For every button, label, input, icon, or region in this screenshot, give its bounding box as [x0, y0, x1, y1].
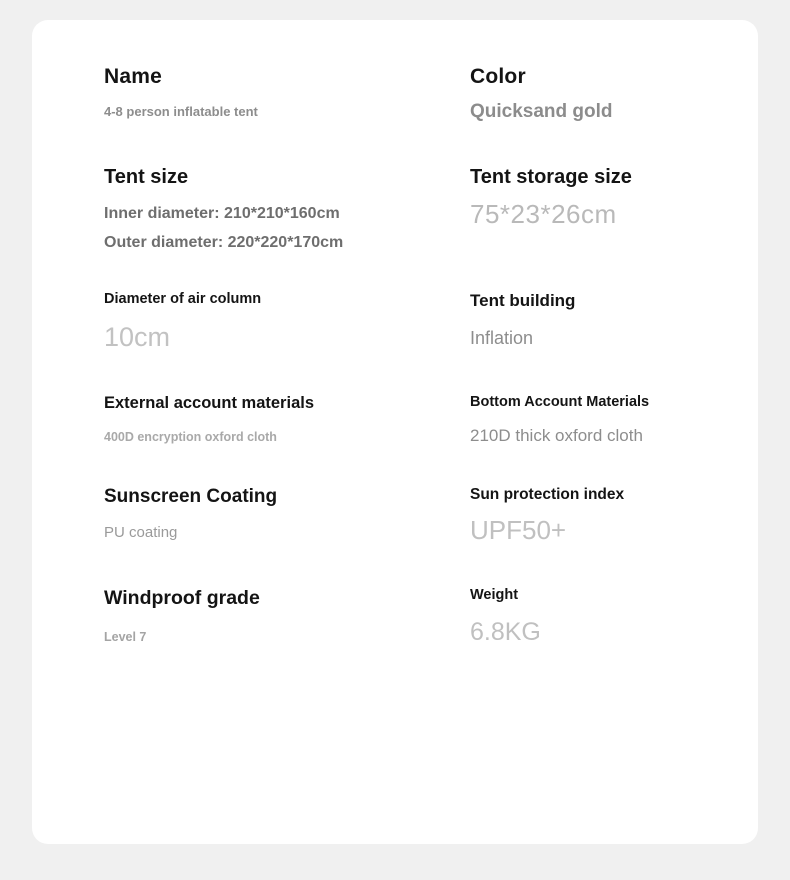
- spec-cell-bottom-materials: [470, 393, 686, 485]
- spec-cell-weight: [470, 586, 686, 659]
- spec-card: [32, 20, 758, 844]
- spec-value-sunscreen-coating: PU coating: [104, 523, 178, 541]
- spec-cell-external-materials: [104, 393, 470, 485]
- spec-cell-sunscreen-coating: [104, 485, 470, 586]
- spec-value-external-materials: 400D encryption oxford cloth: [104, 430, 277, 445]
- spec-label-weight: Weight: [470, 587, 519, 604]
- spec-label-tent-building: Tent building: [470, 290, 576, 310]
- spec-cell-name: [104, 64, 470, 165]
- spec-label-external-materials: External account materials: [104, 393, 315, 412]
- spec-value-bottom-materials: 210D thick oxford cloth: [470, 425, 643, 445]
- spec-value-name: 4-8 person inflatable tent: [104, 104, 258, 120]
- spec-label-tent-size: Tent size: [104, 165, 189, 188]
- spec-value-outer-diameter: Outer diameter: 220*220*170cm: [104, 233, 344, 251]
- spec-value-inner-diameter: Inner diameter: 210*210*160cm: [104, 204, 340, 222]
- spec-value-windproof-grade: Level 7: [104, 629, 147, 644]
- spec-cell-sun-protection-index: [470, 485, 686, 586]
- spec-cell-storage-size: [470, 165, 686, 290]
- spec-value-weight: 6.8KG: [470, 618, 541, 647]
- spec-label-color: Color: [470, 65, 526, 88]
- spec-row-name-color: [32, 64, 758, 165]
- spec-label-sun-protection-index: Sun protection index: [470, 485, 625, 503]
- spec-value-storage-size: 75*23*26cm: [470, 198, 617, 229]
- spec-value-tent-building: Inflation: [470, 327, 534, 348]
- spec-value-sun-protection-index: UPF50+: [470, 515, 567, 546]
- spec-row-materials: [32, 393, 758, 485]
- spec-row-sun-protection: [32, 485, 758, 586]
- spec-cell-air-column: [104, 290, 470, 393]
- spec-label-sunscreen-coating: Sunscreen Coating: [104, 485, 278, 507]
- spec-row-windproof-weight: [32, 586, 758, 659]
- spec-row-air-column: [32, 290, 758, 393]
- spec-label-air-column: Diameter of air column: [104, 290, 262, 307]
- spec-label-bottom-materials: Bottom Account Materials: [470, 393, 650, 410]
- spec-row-tent-size: [32, 165, 758, 290]
- spec-cell-tent-building: [470, 290, 686, 393]
- spec-label-storage-size: Tent storage size: [470, 165, 632, 188]
- spec-label-name: Name: [104, 65, 162, 88]
- spec-cell-color: [470, 64, 686, 165]
- spec-value-air-column: 10cm: [104, 321, 171, 352]
- spec-cell-windproof-grade: [104, 586, 470, 659]
- spec-value-color: Quicksand gold: [470, 101, 613, 123]
- spec-cell-tent-size: [104, 165, 470, 290]
- spec-label-windproof-grade: Windproof grade: [104, 587, 260, 610]
